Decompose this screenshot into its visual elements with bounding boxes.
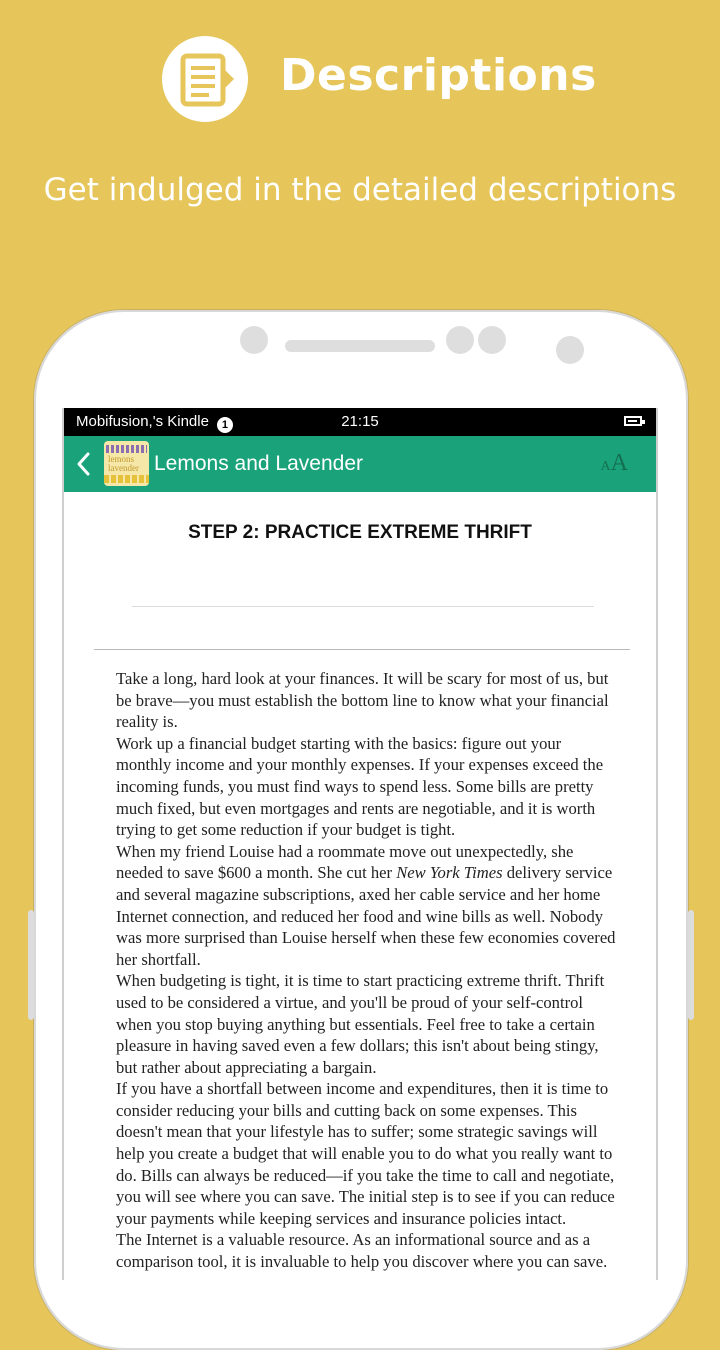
font-size-icon[interactable]: AA bbox=[600, 450, 628, 476]
paragraph: If you have a shortfall between income and expenditures, then it is time to consider reducing your bills and cutting back on some expenses. This doesn't mean that your lifestyle has to suffer; some strategic savings will help you create a budget that will enable you to do what you really want to do. Bills can always be reduced—if you take the time to call and negotiate, you will see where you can save. The initial step is to see if you can reduce your payments while keeping services and insurance policies intact. bbox=[116, 1079, 615, 1228]
chapter-body bbox=[116, 668, 616, 1273]
paragraph: Work up a financial budget starting with the basics: figure out your monthly income and your monthly expenses. If your expenses exceed the incoming funds, you must find ways to spend less. Some bills are pretty much fixed, but even mortgages and rents are negotiable, and it is worth trying to get some reduction if your budget is tight. bbox=[116, 733, 604, 840]
info-badge: 1 bbox=[217, 417, 233, 433]
chevron-left-icon[interactable] bbox=[72, 450, 96, 478]
device-screen bbox=[62, 408, 658, 1280]
carrier-label: Mobifusion,'s Kindle bbox=[76, 413, 209, 430]
promo-subtitle: Get indulged in the detailed descriptions bbox=[43, 172, 677, 208]
italic-title: New York Times bbox=[396, 863, 503, 883]
paragraph: Take a long, hard look at your finances. It will be scary for most of us, but be brave—you must establish the bottom line to know what your financial reality is. bbox=[116, 669, 609, 732]
promo-title: Descriptions bbox=[280, 50, 597, 101]
document-arrow-icon bbox=[162, 36, 248, 122]
proximity-sensor bbox=[446, 326, 474, 354]
battery-icon bbox=[624, 416, 642, 426]
cover-text-line1: lemons bbox=[108, 454, 134, 464]
light-sensor bbox=[478, 326, 506, 354]
phone-side-button bbox=[688, 910, 694, 1020]
book-cover-thumbnail[interactable] bbox=[104, 441, 149, 486]
divider bbox=[94, 649, 630, 650]
phone-side-button bbox=[28, 910, 34, 1020]
chapter-title: STEP 2: PRACTICE EXTREME THRIFT bbox=[188, 522, 532, 543]
cover-text-line2: lavender bbox=[108, 463, 139, 473]
book-title: Lemons and Lavender bbox=[154, 452, 363, 475]
paragraph: When budgeting is tight, it is time to start practicing extreme thrift. Thrift used to be considered a virtue, and you'll be proud of your self-control when you stop buying anything but essentials. Feel free to take a certain pleasure in having saved even a few dollars; this isn't about being stingy, but rather about appreciating a bargain. bbox=[116, 971, 605, 1077]
status-bar bbox=[64, 408, 656, 436]
paragraph: The Internet is a valuable resource. As an informational source and as a comparison tool, it is invaluable to help you discover where you can save. bbox=[116, 1230, 608, 1272]
status-time: 21:15 bbox=[341, 413, 379, 430]
notification-led bbox=[556, 336, 584, 364]
earpiece-speaker bbox=[285, 340, 435, 352]
paragraph: When my friend Louise had a roommate move out unexpectedly, she needed to save $600 a month. She cut her New York Times delivery service and several magazine subscriptions, axed her cable service and her home Internet connection, and reduced her food and wine bills as well. Nobody was more surprised than Louise herself when these few economies covered her shortfall. bbox=[116, 841, 616, 969]
front-camera bbox=[240, 326, 268, 354]
app-bar bbox=[64, 436, 656, 492]
divider bbox=[132, 606, 594, 607]
